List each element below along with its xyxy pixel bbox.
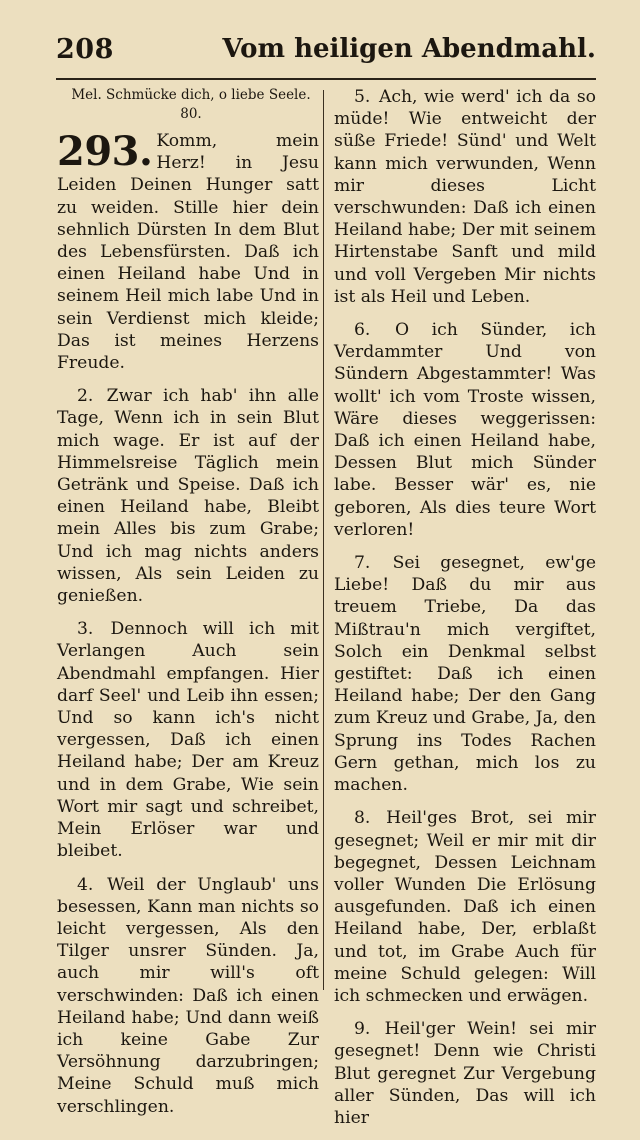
stanza-4 (57, 874, 319, 1118)
hymn-opening (57, 130, 319, 385)
verse-number: 5. (354, 87, 371, 107)
stanza-text: Sei gesegnet, ew'ge Liebe! Daß du mir aus treuem Triebe, Da das Mißtrau'n mich vergiftet, Solch ein Denkmal selbst gestiftet: Daß ich einen Heiland habe; Der den Gang zum Kreuz und Grabe, Ja, den Sprung ins Todes Rachen Gern gethan, mich los zu machen. (334, 553, 596, 796)
hymn-number: 293. (57, 130, 153, 175)
stanza-3 (57, 618, 319, 862)
right-column (334, 86, 596, 1140)
verse-number: 7. (354, 553, 371, 574)
stanza-text: Heil'ger Wein! sei mir gesegnet! Denn wie Christi Blut geregnet Zur Vergebung aller Sünden, Das will ich hier (334, 1019, 596, 1128)
verse-number: 9. (354, 1019, 371, 1040)
stanza-text: O ich Sünder, ich Verdammter Und von Sündern Abgestammter! Was wollt' ich vom Troste wissen, Wäre dieses weggerissen: Daß ich einen Heiland habe, Dessen Blut mich Sünder labe. Besser wär' es, nie geboren, Als dies teure Wort verloren! (334, 320, 596, 540)
melody-note: Mel. Schmücke dich, o liebe Seele. 80. (71, 87, 311, 122)
verse-number: 3. (77, 619, 94, 640)
stanza-7 (334, 552, 596, 796)
stanza-8 (334, 807, 596, 1007)
column-divider (323, 90, 324, 990)
stanza-5 (334, 86, 596, 308)
page-header (56, 28, 596, 80)
stanza-2 (57, 385, 319, 607)
stanza-text: Weil der Unglaub' uns besessen, Kann man nichts so leicht vergessen, Als den Tilger unsrer Sünden. Ja, auch mir will's oft verschwinden: Daß ich einen Heiland habe; Und dann weiß ich keine Gabe Zur Versöhnung darzubringen; Meine Schuld muß mich verschlingen. (57, 874, 319, 1117)
stanza-text: Heil'ges Brot, sei mir gesegnet; Weil er mir mit dir begegnet, Dessen Leichnam voller Wunden Die Erlösung ausgefunden. Daß ich einen Heiland habe, Der, erblaßt und tot, im Grabe Auch für meine Schuld gelegen: Will ich schmecken und erwägen. (334, 808, 597, 1006)
running-title: Vom heiligen Abendmahl. (222, 34, 596, 64)
left-column (57, 86, 319, 1129)
stanza-text: Komm, mein Herz! in Jesu Leiden Deinen Hunger satt zu weiden. Stille hier dein sehnlich Dürsten In dem Blut des Lebensfürsten. Daß ich einen Heiland habe Und in seinem Heil mich labe Und in sein Verdienst mich kleide; Das ist meines Herzens Freude. (57, 131, 319, 374)
page-number: 208 (56, 34, 114, 65)
stanza-text: Dennoch will ich mit Verlangen Auch sein Abendmahl empfangen. Hier darf Seel' und Leib ihn essen; Und so kann ich's nicht vergessen, Daß ich einen Heiland habe; Der am Kreuz und in dem Grabe, Wie sein Wort mir sagt und schreibet, Mein Erlöser war und bleibet. (57, 619, 319, 862)
stanza-9 (334, 1018, 596, 1129)
stanza-6 (334, 319, 596, 541)
stanza-text: Ach, wie werd' ich da so müde! Wie entweicht der süße Friede! Sünd' und Welt kann mich verwunden, Wenn mir dieses Licht verschwunden: Daß ich einen Heiland habe; Der mit seinem Hirtenstabe Sanft und mild und voll Vergeben Mir nichts ist als Heil und Leben. (334, 87, 596, 307)
verse-number: 8. (354, 808, 371, 829)
verse-number: 4. (77, 874, 94, 895)
verse-number: 6. (354, 320, 371, 341)
stanza-text: Zwar ich hab' ihn alle Tage, Wenn ich in sein Blut mich wage. Er ist auf der Himmelsreise Täglich mein Getränk und Speise. Daß ich einen Heiland habe, Bleibt mein Alles bis zum Grabe; Und ich mag nichts anders wissen, Als sein Leiden zu genießen. (57, 386, 319, 607)
verse-number: 2. (77, 386, 94, 407)
